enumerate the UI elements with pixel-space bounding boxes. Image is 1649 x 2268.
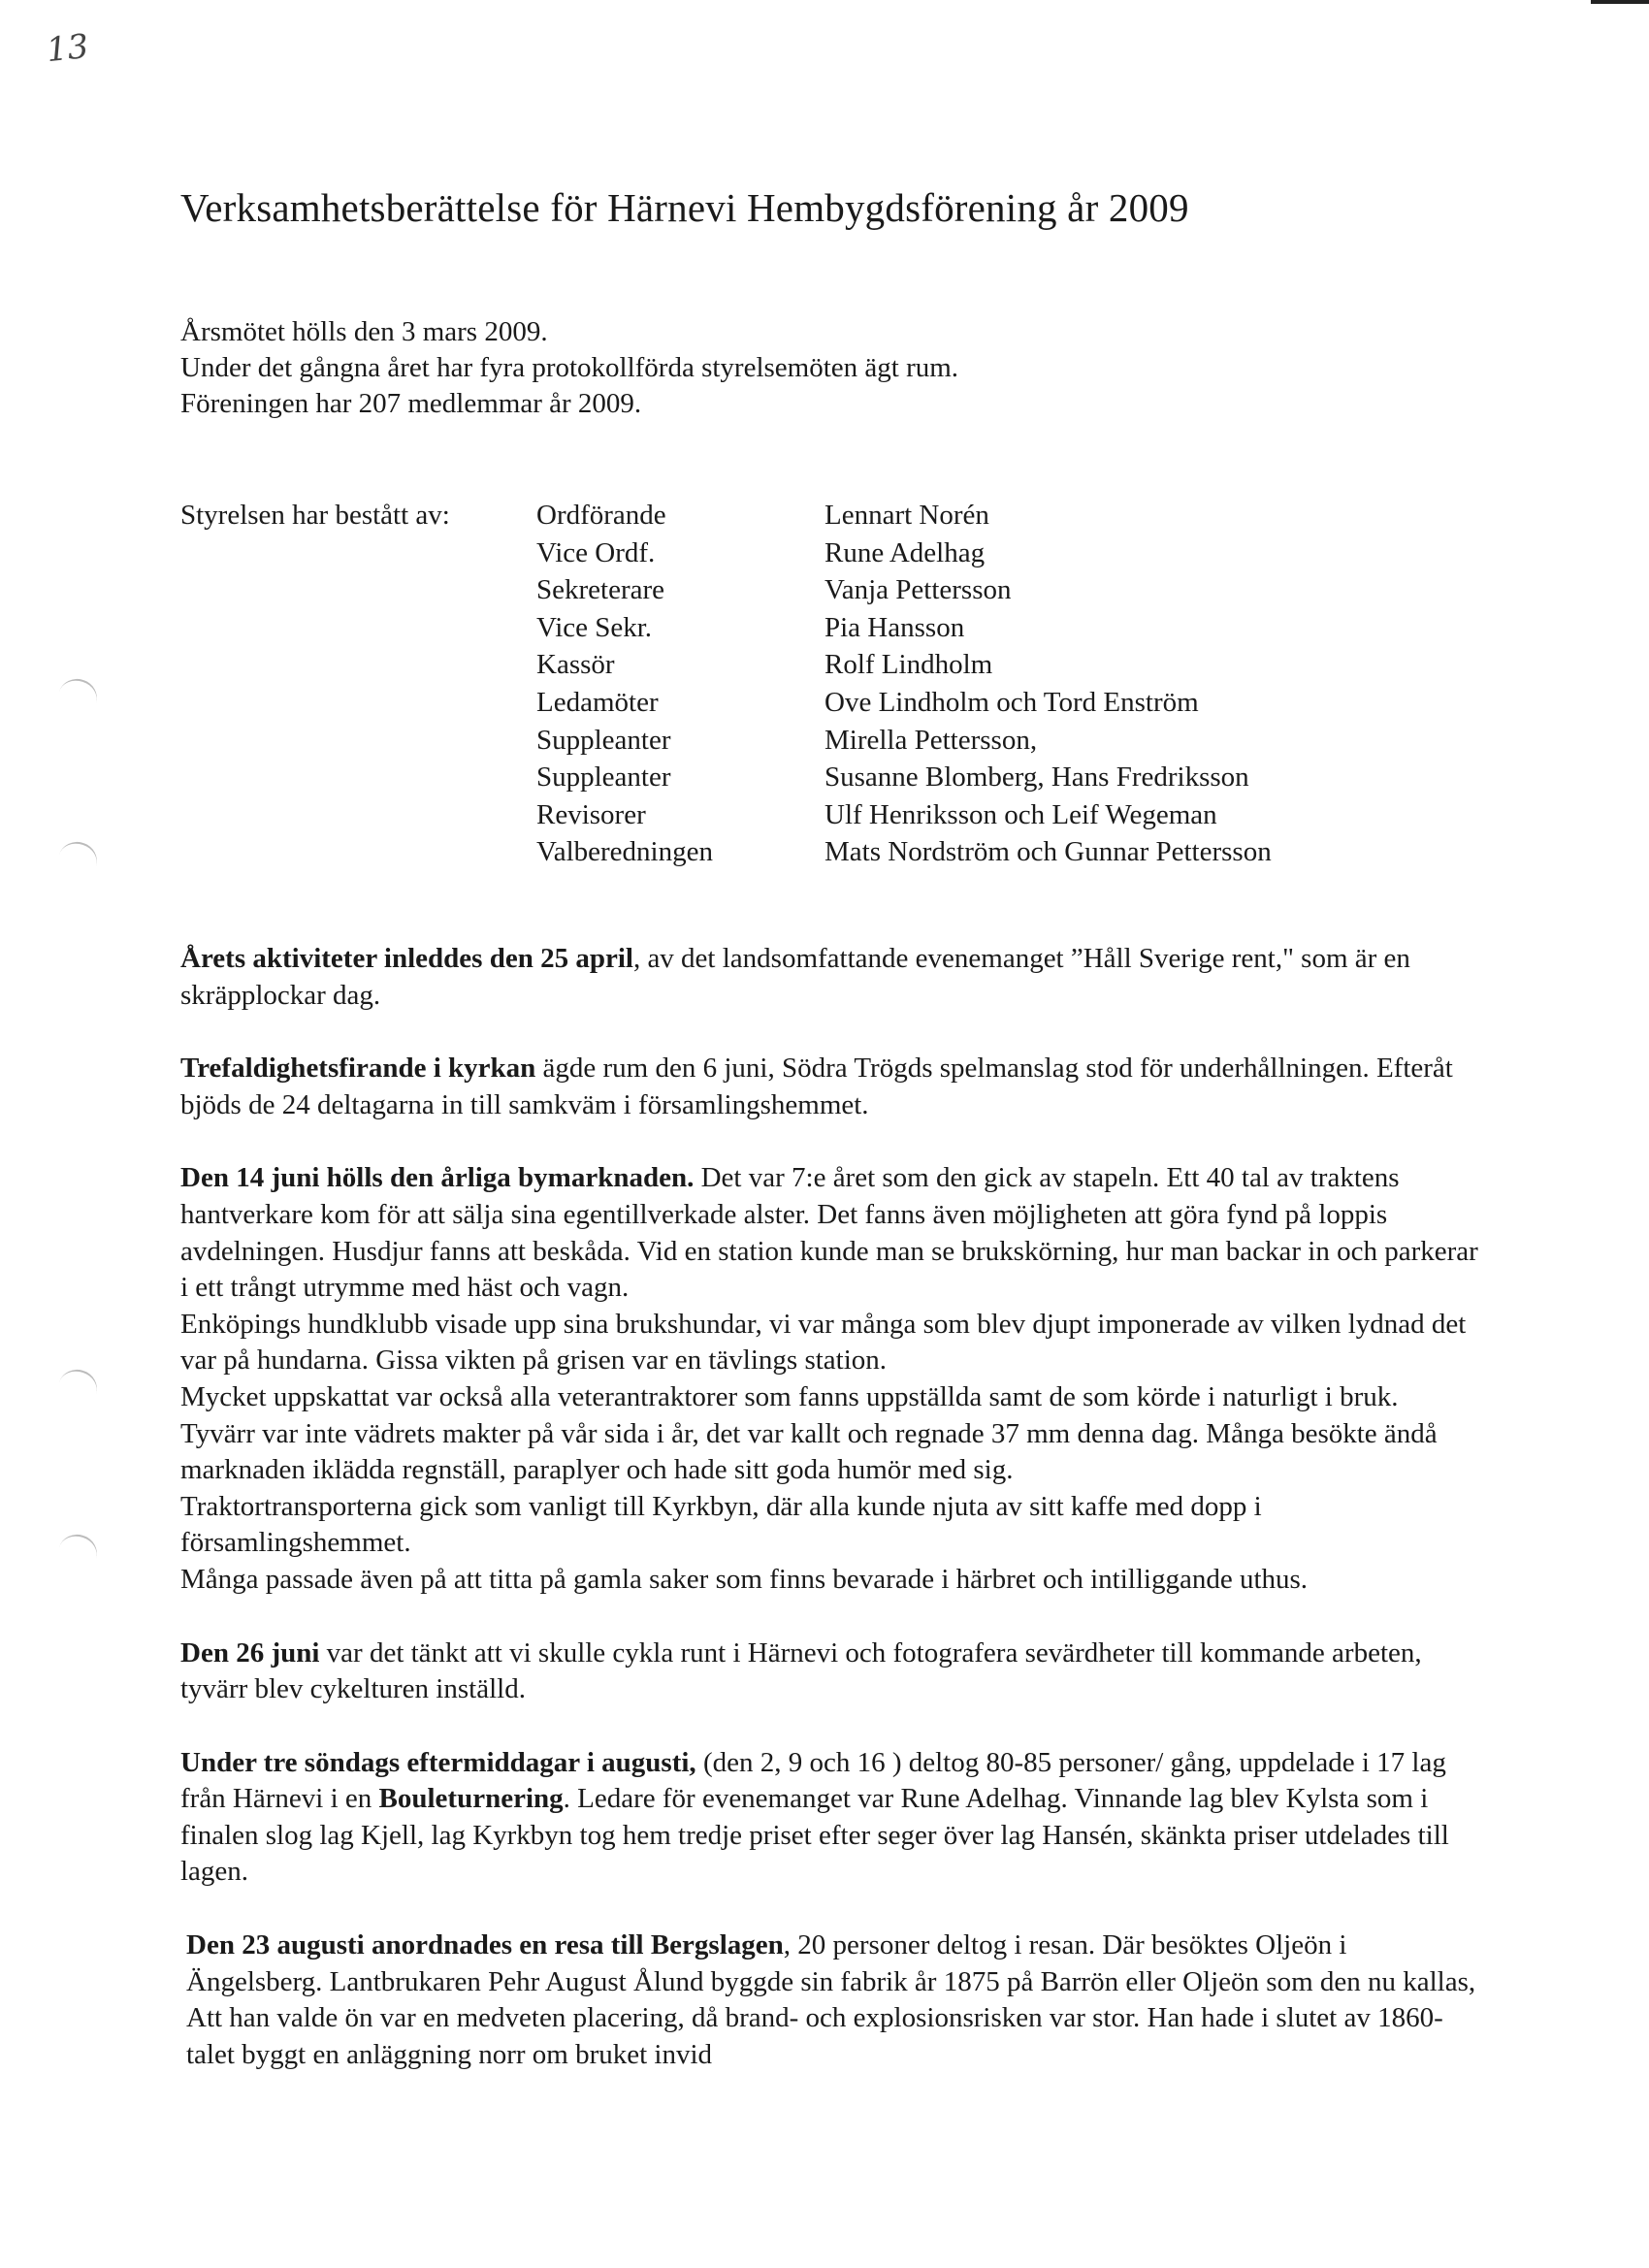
punch-hole-mark [53, 674, 102, 722]
activity-heading: Bouleturnering [378, 1783, 564, 1815]
scan-edge-mark [1591, 0, 1649, 4]
handwritten-page-number: 13 [45, 26, 91, 71]
board-role: Suppleanter [536, 761, 671, 794]
board-member-name: Lennart Norén [824, 500, 989, 531]
activity-text: Tyvärr var inte vädrets makter på vår sida i år, det var kallt och regnade 37 mm denna dag. Många besökte ändå marknaden iklädda regnställ, paraplyer och hade sitt goda humör med sig. [180, 1417, 1438, 1486]
intro-line: Under det gångna året har fyra protokollförda styrelsemöten ägt rum. [180, 352, 959, 383]
intro-section [180, 314, 958, 422]
board-role: Suppleanter [536, 724, 671, 756]
board-role: Sekreterare [536, 574, 665, 606]
activity-paragraph [180, 1051, 1480, 1123]
activity-heading: Under tre söndags eftermiddagar i augusti, [180, 1746, 696, 1778]
activity-heading: Årets aktiviteter inleddes den 25 april [180, 943, 633, 974]
activity-text: Traktortransporterna gick som vanligt till Kyrkbyn, där alla kunde njuta av sitt kaffe med dopp i församlingshemmet. [180, 1490, 1262, 1559]
board-roles-column [536, 497, 713, 871]
document-title: Verksamhetsberättelse för Härnevi Hembygdsförening år 2009 [180, 185, 1189, 230]
board-role: Revisorer [536, 798, 646, 830]
board-role: Kassör [536, 649, 615, 681]
board-role: Ledamöter [536, 686, 659, 718]
punch-hole-mark [53, 1530, 102, 1577]
activity-paragraph [180, 1160, 1480, 1598]
activity-heading: Den 26 juni [180, 1636, 320, 1669]
activity-text: Det var 7:e året som den gick av stapeln. Ett 40 tal av traktens hantverkare kom för att sälja sina egentillverkade alster. Det fanns även möjligheten att göra fynd på loppis avdelningen. Husdjur fanns att beskåda. Vid en station kunde man se brukskörning, hur man backar in och parkerar i ett trångt utrymme med häst och vagn. [180, 1162, 1478, 1304]
activity-text: . Ledare för evenemanget var Rune Adelhag. Vinnande lag blev Kylsta som i finalen slog lag Kjell, lag Kyrkbyn tog hem tredje priset efter seger över lag Hansén, skänkta priser utdelades till lagen. [180, 1783, 1449, 1888]
activity-paragraph [180, 1636, 1480, 1708]
activity-text: ägde rum den 6 juni, Södra Trögds spelmanslag stod för underhållningen. Efteråt bjöds de 24 deltagarna in till samkväm i församlingshemmet. [180, 1053, 1453, 1120]
intro-line: Föreningen har 207 medlemmar år 2009. [180, 388, 642, 419]
activity-text: Mycket uppskattat var också alla veterantraktorer som fanns uppställda samt de som körde i naturligt i bruk. [180, 1380, 1399, 1412]
board-member-name: Susanne Blomberg, Hans Fredriksson [824, 761, 1249, 794]
activity-text: Många passade även på att titta på gamla saker som finns bevarade i härbret och intilliggande uthus. [180, 1563, 1309, 1595]
activity-heading: Den 14 juni hölls den årliga bymarknaden. [180, 1162, 695, 1194]
intro-line: Årsmötet hölls den 3 mars 2009. [180, 316, 548, 347]
activity-paragraph [180, 1745, 1480, 1891]
board-member-name: Vanja Pettersson [824, 574, 1012, 606]
punch-hole-mark [53, 837, 102, 885]
activity-text: , 20 personer deltog i resan. Där besöktes Oljeön i Ängelsberg. Lantbrukaren Pehr August Ålund byggde sin fabrik år 1875 på Barrön eller Oljeön som den nu kallas, Att han valde ön var en medveten placering, då brand- och explosionsrisken var stor. Han hade i slutet av 1860-talet byggt en anläggning norr om bruket invid [186, 1929, 1476, 2070]
activity-paragraph [180, 941, 1480, 1014]
board-role: Ordförande [536, 500, 666, 531]
activity-paragraph [180, 1928, 1480, 2073]
board-role: Valberedningen [536, 836, 713, 868]
activity-text: (den 2, 9 och 16 ) deltog 80-85 personer/ gång, uppdelade i 17 lag från Härnevi i en [180, 1746, 1446, 1815]
board-member-name: Rune Adelhag [824, 536, 986, 568]
board-role: Vice Sekr. [536, 611, 653, 643]
board-member-name: Mirella Pettersson, [824, 724, 1038, 756]
board-member-name: Pia Hansson [824, 611, 965, 643]
activity-heading: Trefaldighetsfirande i kyrkan [180, 1053, 536, 1085]
board-role: Vice Ordf. [536, 536, 656, 568]
board-member-name: Rolf Lindholm [824, 649, 993, 681]
board-member-name: Mats Nordström och Gunnar Pettersson [824, 836, 1272, 868]
activity-heading: Den 23 augusti anordnades en resa till Bergslagen [186, 1929, 784, 1961]
activity-text: Enköpings hundklubb visade upp sina brukshundar, vi var många som blev djupt imponerade av vilken lydnad det var på hundarna. Gissa vikten på grisen var en tävlings station. [180, 1308, 1467, 1377]
punch-hole-mark [53, 1365, 102, 1412]
activity-text: var det tänkt att vi skulle cykla runt i Härnevi och fotografera sevärdheter till kommande arbeten, tyvärr blev cykelturen inställd. [180, 1636, 1422, 1705]
activity-text: , av det landsomfattande evenemanget ”Håll Sverige rent," som är en skräpplockar dag. [180, 943, 1410, 1011]
board-member-name: Ulf Henriksson och Leif Wegeman [824, 798, 1217, 830]
board-label: Styrelsen har bestått av: [180, 500, 450, 531]
board-member-name: Ove Lindholm och Tord Enström [824, 686, 1199, 718]
activities-section [180, 941, 1480, 2073]
board-names-column [824, 497, 1272, 871]
